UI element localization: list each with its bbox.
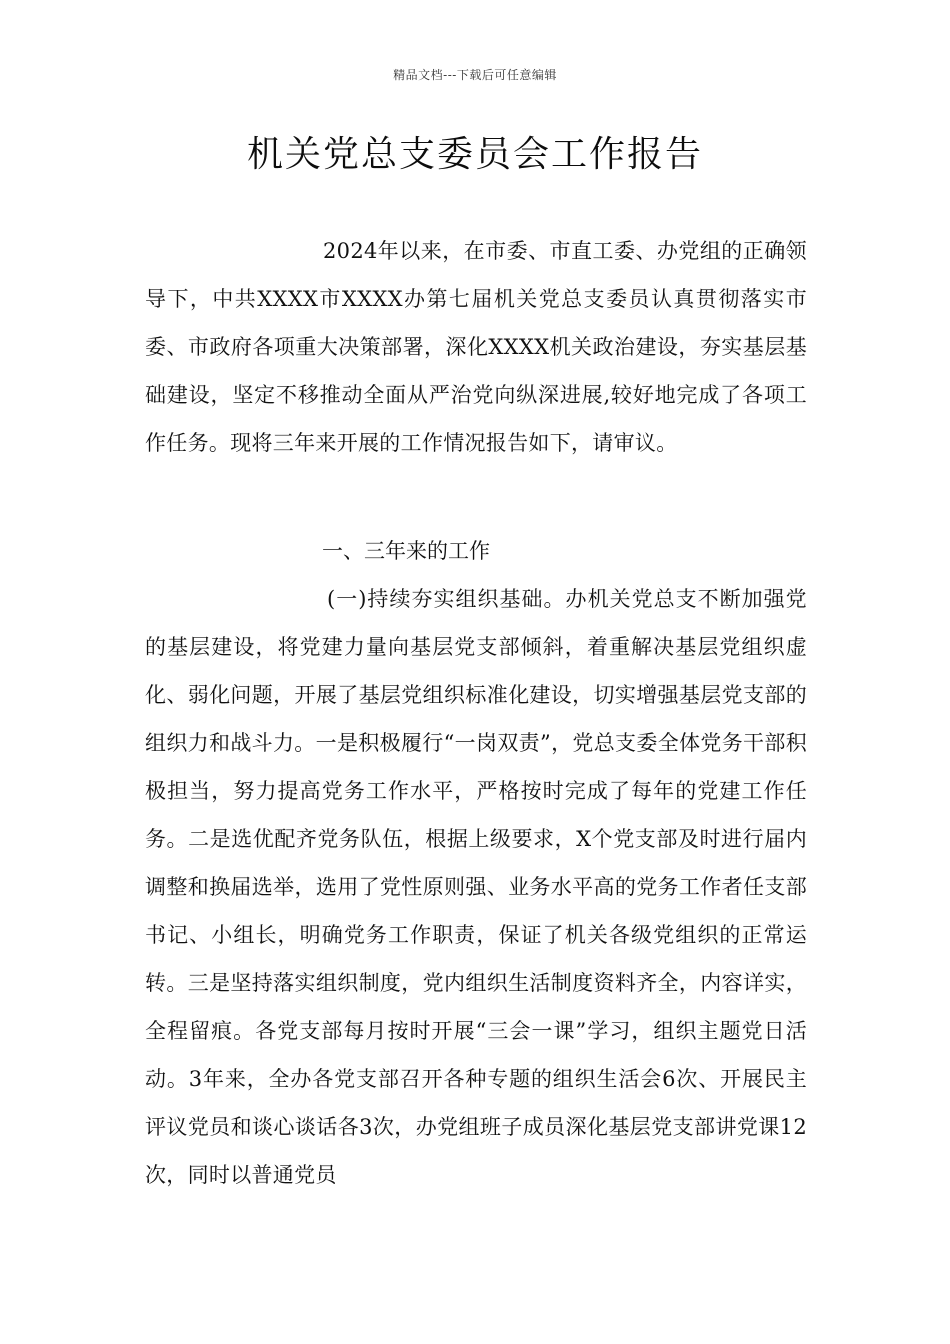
intro-paragraph: 2024年以来，在市委、市直工委、办党组的正确领导下，中共XXXX市XXXX办第七届机关党总支委员认真贯彻落实市委、市政府各项重大决策部署，深化XXXX机关政治建设，夯实基层基础建设，坚定不移推动全面从严治党向纵深进展,较好地完成了各项工作任务。现将三年来开展的工作情况报告如下，请审议。 <box>145 239 807 455</box>
document-title: 机关党总支委员会工作报告 <box>246 134 703 175</box>
section-paragraph: (一)持续夯实组织基础。办机关党总支不断加强党的基层建设，将党建力量向基层党支部倾斜，着重解决基层党组织虚化、弱化问题，开展了基层党组织标准化建设，切实增强基层党支部的组织力和战斗力。一是积极履行“一岗双责”，党总支委全体党务干部积极担当，努力提高党务工作水平，严格按时完成了每年的党建工作任务。二是选优配齐党务队伍，根据上级要求，X个党支部及时进行届内调整和换届选举，选用了党性原则强、业务水平高的党务工作者任支部书记、小组长，明确党务工作职责，保证了机关各级党组织的正常运转。三是坚持落实组织制度，党内组织生活制度资料齐全，内容详实，全程留痕。各党支部每月按时开展“三会一课”学习，组织主题党日活动。3年来，全办各党支部召开各种专题的组织生活会6次、开展民主评议党员和谈心谈话各3次，办党组班子成员深化基层党支部讲党课12次，同时以普通党员 <box>145 587 807 1187</box>
section-heading: 一、三年来的工作 <box>322 539 490 563</box>
header-note: 精品文档---下载后可任意编辑 <box>393 68 557 82</box>
